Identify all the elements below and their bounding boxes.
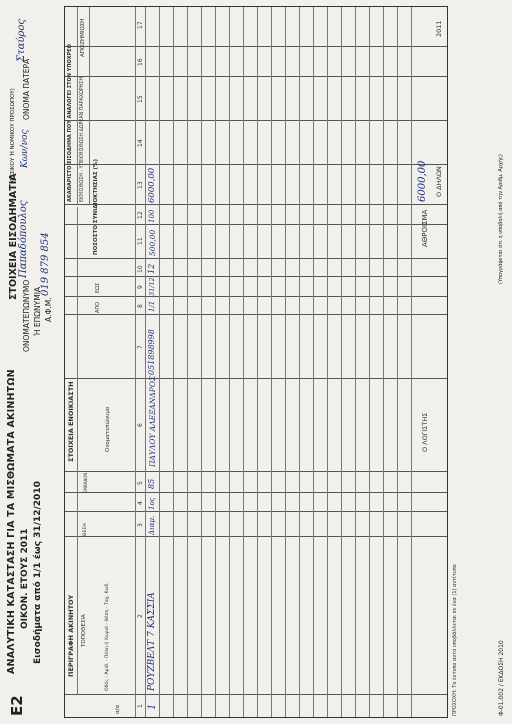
footer-note: (Υπογράφεται ότι η υποβολή από την Αριθμ. Αρχής) — [498, 154, 504, 284]
income-period: Εισοδήματα από 1/1 έως 31/12/2010 — [33, 481, 43, 664]
section-share: ΠΟΣΟΣΤΟ ΣΥΝΙΔΙΟΚΤΗΣΙΑΣ (%) — [93, 158, 99, 255]
row-divider — [243, 7, 244, 717]
row-divider — [159, 7, 160, 717]
col-divider — [65, 204, 447, 205]
col-number: 15 — [137, 95, 144, 103]
col-number: 6 — [137, 423, 144, 427]
body-divider — [145, 7, 146, 717]
section-expropriation: ΑΠΟΖΗΜΙΩΣΗ — [80, 18, 86, 57]
col-number: 7 — [137, 345, 144, 349]
col-divider — [65, 46, 447, 47]
instruction-note: ΠΡΟΣΟΧΗ: Το έντυπο αυτό υποβάλλεται σε ένα (1) αντίτυπο — [452, 564, 458, 716]
col-number: 1 — [137, 704, 144, 708]
declarant-section-note: (ΦΥΣΙΚΟΥ Ή ΝΟΜΙΚΟΥ ΠΡΟΣΩΠΟΥ) — [10, 88, 16, 184]
row-divider — [215, 7, 216, 717]
col-divider — [65, 164, 447, 165]
totals-value[interactable]: 6000,00 — [417, 160, 428, 202]
row1-share[interactable]: 100 — [148, 209, 156, 223]
col-number: 10 — [137, 265, 144, 273]
row-divider — [299, 7, 300, 717]
totals-divider — [411, 7, 412, 717]
row1-floor[interactable]: 1ος — [148, 497, 156, 510]
col-divider — [65, 511, 447, 512]
col-number: 11 — [137, 237, 144, 245]
col-label-tenant-name: Ονοματεπώνυμο — [105, 406, 111, 452]
col-label-position: ΘΕΣΗ — [83, 523, 88, 536]
col-divider — [65, 224, 447, 225]
col-divider — [65, 296, 447, 297]
row-divider — [285, 7, 286, 717]
row1-use[interactable]: Διαμ. — [148, 515, 156, 535]
row1-to[interactable]: 31/12 — [148, 277, 156, 296]
header-divider — [89, 7, 90, 205]
row-divider — [341, 7, 342, 717]
row-divider — [397, 7, 398, 717]
col-divider — [65, 378, 447, 379]
col-number: 8 — [137, 304, 144, 308]
col-number: 4 — [137, 501, 144, 505]
col-divider — [65, 492, 447, 493]
row-divider — [369, 7, 370, 717]
col-divider — [65, 471, 447, 472]
row1-address[interactable]: ΡΟΥΖΒΕΛΤ 7 ΚΑΣΣΙΑ — [147, 592, 157, 691]
company-label: Ή ΕΠΩΝΥΜΙΑ — [33, 286, 42, 336]
column-number-divider — [135, 7, 136, 717]
col-label-area: ΕΜΒΑΔΟΝ — [83, 472, 88, 493]
row-divider — [173, 7, 174, 717]
declarant-section-title: ΣΤΟΙΧΕΙΑ ΕΙΣΟΔΗΜΑΤΙΑ — [8, 173, 19, 300]
header-divider — [77, 207, 78, 695]
col-divider — [65, 536, 447, 537]
row-divider — [271, 7, 272, 717]
col-number: 5 — [137, 481, 144, 485]
form-title: ΑΝΑΛΥΤΙΚΗ ΚΑΤΑΣΤΑΣΗ ΓΙΑ ΤΑ ΜΙΣΘΩΜΑΤΑ ΑΚΙΝΗΤΩΝ — [6, 369, 17, 674]
col-number: 12 — [137, 211, 144, 219]
accountant-label: Ο ΛΟΓΙΣΤΗΣ — [421, 412, 429, 452]
col-divider — [65, 314, 447, 315]
row1-tenant-afm[interactable]: 051898998 — [147, 329, 156, 375]
signature-year: 2011 — [435, 20, 443, 37]
row-divider — [383, 7, 384, 717]
first-name-value[interactable]: Κων/νος — [20, 129, 30, 168]
row1-months[interactable]: 12 — [147, 263, 156, 274]
col-number: 14 — [137, 139, 144, 147]
row1-from[interactable]: 1/1 — [148, 300, 156, 312]
row1-rent[interactable]: 500,00 — [148, 229, 157, 256]
col-number: 16 — [137, 58, 144, 66]
name-label: ΟΝΟΜΑΤΕΠΩΝΥΜΟ — [22, 279, 31, 352]
afm-value[interactable]: 019 879 854 — [40, 232, 51, 296]
col-number: 2 — [137, 614, 144, 618]
form-version: Φ-01.002 / ΕΚΔΟΣΗ 2010 — [498, 640, 505, 716]
section-location: ΤΟΠΟΘΕΣΙΑ — [81, 614, 87, 647]
col-number: 13 — [137, 181, 144, 189]
col-label-to: ΕΩΣ — [95, 282, 101, 293]
row-divider — [327, 7, 328, 717]
row1-area[interactable]: 85 — [147, 478, 156, 489]
col-number: 17 — [137, 21, 144, 29]
section-leasing: ΕΚΜΙΣΘΩΣΗ - ΥΠΕΚΜΙΣΘΩΣΗ ΔΩΡΕΑΝ ΠΑΡΑΧΩΡΗΣΗ — [80, 77, 85, 202]
row1-income[interactable]: 6000,00 — [147, 167, 157, 203]
totals-label: ΑΘΡΟΙΣΜΑ — [421, 209, 429, 247]
col-label-aa: α/α — [115, 704, 121, 714]
form-code: Ε2 — [8, 695, 26, 716]
col-divider — [65, 258, 447, 259]
row-divider — [313, 7, 314, 717]
afm-label: Α.Φ.Μ. — [44, 297, 53, 322]
row1-aa[interactable]: 1 — [147, 703, 158, 710]
row-divider — [229, 7, 230, 717]
section-gross: ΑΚΑΘΑΡΙΣΤΟ ΕΙΣΟΔΗΜΑ ΠΟΥ ΑΝΑΛΟΓΕΙ ΣΤΟΝ ΥΠΟΧΡΕΟ — [67, 44, 73, 202]
form-subtitle: ΟΙΚΟΝ. ΕΤΟΥΣ 2011 — [20, 528, 30, 629]
col-number: 3 — [137, 523, 144, 527]
row-divider — [355, 7, 356, 717]
father-name-value[interactable]: Σταύρος — [16, 19, 27, 62]
col-divider — [65, 76, 447, 77]
col-divider — [65, 120, 447, 121]
row-divider — [187, 7, 188, 717]
row-divider — [201, 7, 202, 717]
header-divider — [77, 7, 78, 205]
col-divider — [65, 694, 447, 695]
col-number: 9 — [137, 285, 144, 289]
section-property: ΠΕΡΙΓΡΑΦΗ ΑΚΙΝΗΤΟΥ — [67, 594, 75, 677]
name-value[interactable]: Παπαδόπουλος — [18, 200, 29, 278]
income-table — [64, 6, 448, 718]
row1-tenant[interactable]: ΠΑΥΛΟΥ ΑΛΕΞΑΝΔΡΟΣ — [148, 375, 157, 467]
col-label-from: ΑΠΟ — [95, 301, 101, 313]
row-divider — [257, 7, 258, 717]
col-divider — [65, 276, 447, 277]
col-label-address: Οδός - Αριθ. - Πόλη ή Χωριό - Θέση - Ταχ. Κωδ. — [105, 582, 110, 691]
section-tenant: ΣΤΟΙΧΕΙΑ ΕΝΟΙΚΙΑΣΤΗ — [67, 381, 75, 462]
father-name-label: ΟΝΟΜΑ ΠΑΤΕΡΑ — [22, 58, 31, 120]
declarant-label: Ο ΔΗΛΩΝ — [435, 166, 443, 197]
